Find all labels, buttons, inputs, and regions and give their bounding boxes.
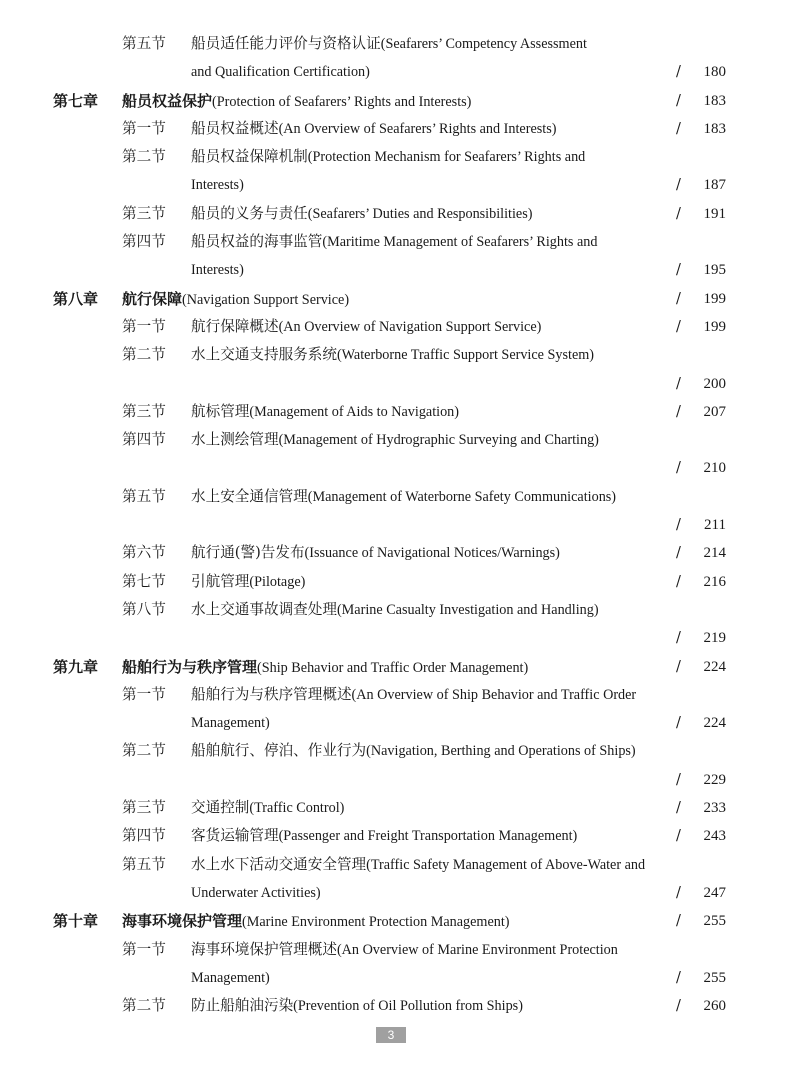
page-number: 210 [703,460,726,477]
toc-section-row[interactable] [0,851,790,879]
page-separator: / [676,714,681,732]
title-chinese: 海事环境保护管理概述 [191,940,337,958]
title-english: and Qualification Certification) [191,64,370,81]
title-chinese: 客货运输管理 [191,827,279,845]
page-number: 219 [703,630,726,647]
title-chinese: 水上安全通信管理 [191,487,308,505]
toc-entry-title [191,171,244,199]
title-chinese: 船舶行为与秩序管理概述 [191,685,352,703]
title-chinese: 船员权益保障机制 [191,148,308,166]
title-english: Interests) [191,262,244,279]
page-number: 195 [703,262,726,279]
section-number: 第一节 [122,685,166,703]
page-separator: / [676,799,681,817]
toc-entry-title [191,794,344,822]
toc-entry-title [191,822,577,850]
toc-chapter-row[interactable] [0,653,790,681]
toc-continuation-row[interactable] [0,879,790,907]
toc-entry-title [191,568,305,596]
toc-continuation-row[interactable] [0,964,790,992]
title-english: (Marine Casualty Investigation and Handling) [336,601,599,618]
toc-entry-title [191,936,618,964]
section-number: 第二节 [122,148,166,166]
toc-entry-title [191,681,636,709]
toc-entry-title [191,737,636,765]
section-number: 第七节 [122,572,166,590]
title-english: (An Overview of Navigation Support Service) [278,318,542,335]
title-english: Interests) [191,177,244,194]
page-number: 183 [703,120,726,137]
toc-entry-title [191,228,597,256]
page-separator: / [676,516,681,534]
toc-continuation-row[interactable] [0,766,790,794]
toc-entry-title [122,653,528,682]
page-separator: / [676,912,681,930]
toc-section-row[interactable] [0,398,790,426]
section-number: 第三节 [122,204,166,222]
section-number: 第四节 [122,827,166,845]
title-english: (Waterborne Traffic Support Service System) [336,347,595,364]
toc-entry-title [191,964,270,992]
toc-chapter-row[interactable] [0,285,790,313]
toc-continuation-row[interactable] [0,58,790,86]
title-english: (Passenger and Freight Transportation Management) [278,828,578,845]
page-number: 233 [703,800,726,817]
title-chinese: 船舶航行、停泊、作业行为 [191,742,367,760]
page-number: 260 [703,998,726,1015]
title-english: (Marine Environment Protection Management) [242,914,510,931]
page-separator: / [676,459,681,477]
page-separator: / [676,544,681,562]
page-number: 255 [703,969,726,986]
page-separator: / [676,63,681,81]
page-separator: / [676,997,681,1015]
title-chinese: 防止船舶油污染 [191,997,294,1015]
title-chinese: 水上交通支持服务系统 [191,346,337,364]
toc-section-row[interactable] [0,737,790,765]
toc-section-row[interactable] [0,483,790,511]
page-number: 224 [703,658,726,675]
title-english: (Seafarers’ Duties and Responsibilities) [307,205,533,222]
toc-entry-title [191,709,270,737]
title-chinese: 航行保障概述 [191,317,279,335]
toc-entry-title [191,879,321,907]
page-separator: / [676,91,681,109]
page-separator: / [676,204,681,222]
page-number: 191 [703,205,726,222]
page-number: 243 [703,828,726,845]
title-english: (An Overview of Marine Environment Protection [336,941,618,958]
toc-section-row[interactable] [0,539,790,567]
section-number: 第二节 [122,742,166,760]
toc-entry-title [191,313,541,341]
page-number: 200 [703,375,726,392]
page-separator: / [676,968,681,986]
toc-entry-title [191,30,587,58]
section-number: 第八节 [122,600,166,618]
toc-continuation-row[interactable] [0,624,790,652]
page-separator: / [676,629,681,647]
toc-chapter-row[interactable] [0,87,790,115]
page-separator: / [676,770,681,788]
title-chinese: 水上测绘管理 [191,431,279,449]
toc-section-row[interactable] [0,936,790,964]
toc-entry-title [122,907,510,936]
toc-entry-title [191,256,244,284]
section-number: 第二节 [122,346,166,364]
title-chinese: 航行通(警)告发布 [191,544,305,562]
toc-section-row[interactable] [0,568,790,596]
title-chinese: 水上水下活动交通安全管理 [191,855,367,873]
page-separator: / [676,261,681,279]
page-number: 199 [703,318,726,335]
title-english: Underwater Activities) [191,884,321,901]
section-number: 第五节 [122,855,166,873]
toc-entry-title [122,285,349,314]
toc-entry-title [191,398,459,426]
toc-entry-title [191,143,585,171]
section-number: 第五节 [122,35,166,52]
toc-section-row[interactable] [0,30,790,58]
title-english: (Traffic Control) [249,800,345,817]
page-number: 214 [703,545,726,562]
page-separator: / [676,374,681,392]
table-of-contents [0,30,790,1020]
toc-continuation-row[interactable] [0,256,790,284]
chapter-number: 第七章 [53,91,99,110]
title-english: (Ship Behavior and Traffic Order Management) [257,659,529,676]
page-separator: / [676,176,681,194]
toc-section-row[interactable] [0,794,790,822]
toc-entry-title [191,992,523,1020]
title-english: (Seafarers’ Competency Assessment [380,36,587,52]
page-number: 207 [703,403,726,420]
toc-chapter-row[interactable] [0,907,790,935]
toc-entry-title [191,426,599,454]
toc-continuation-row[interactable] [0,511,790,539]
page-number: 229 [703,771,726,788]
page-separator: / [676,883,681,901]
page-separator: / [676,317,681,335]
page-separator: / [676,572,681,590]
toc-section-row[interactable] [0,143,790,171]
title-english: (Navigation, Berthing and Operations of Ships) [366,743,636,760]
title-english: (Management of Hydrographic Surveying and Charting) [278,432,599,449]
page-separator: / [676,402,681,420]
title-chinese: 航行保障 [122,289,183,308]
page-number: 187 [703,177,726,194]
chapter-number: 第十章 [53,912,99,931]
toc-continuation-row[interactable] [0,454,790,482]
section-number: 第六节 [122,544,166,562]
title-english: (An Overview of Ship Behavior and Traffic Order [351,686,637,703]
title-english: (Maritime Management of Seafarers’ Rights and [322,234,598,251]
toc-entry-title [191,851,645,879]
title-chinese: 交通控制 [191,799,250,817]
title-chinese: 船员权益的海事监管 [191,233,323,251]
toc-section-row[interactable] [0,426,790,454]
page-number: 180 [703,64,726,81]
toc-section-row[interactable] [0,681,790,709]
toc-entry-title [191,200,532,228]
title-chinese: 船员权益保护 [122,91,213,110]
section-number: 第一节 [122,940,166,958]
chapter-number: 第九章 [53,657,99,676]
page-number: 224 [703,715,726,732]
page-number: 183 [703,92,726,109]
title-english: (Traffic Safety Management of Above-Water and [366,856,646,873]
section-number: 第四节 [122,431,166,449]
toc-section-row[interactable] [0,822,790,850]
toc-entry-title [191,341,594,369]
page-number: 216 [703,573,726,590]
title-chinese: 船员的义务与责任 [191,204,308,222]
toc-section-row[interactable] [0,341,790,369]
title-chinese: 引航管理 [191,572,250,590]
title-chinese: 水上交通事故调查处理 [191,600,337,618]
toc-continuation-row[interactable] [0,709,790,737]
toc-entry-title [191,483,616,511]
toc-continuation-row[interactable] [0,171,790,199]
title-english: (Prevention of Oil Pollution from Ships) [293,998,523,1015]
toc-entry-title [191,115,556,143]
title-english: (Management of Waterborne Safety Communications) [307,488,617,505]
title-english: Management) [191,715,270,732]
section-number: 第一节 [122,317,166,335]
toc-entry-title [191,539,560,567]
title-english: (Issuance of Navigational Notices/Warnings) [304,545,560,562]
section-number: 第四节 [122,233,166,251]
page-number: 255 [703,913,726,930]
section-number: 第五节 [122,487,166,505]
title-chinese: 船舶行为与秩序管理 [122,657,258,676]
section-number: 第三节 [122,799,166,817]
title-english: Management) [191,969,270,986]
chapter-number: 第八章 [53,289,99,308]
page-number-badge: 3 [376,1027,406,1043]
toc-section-row[interactable] [0,115,790,143]
toc-section-row[interactable] [0,313,790,341]
toc-section-row[interactable] [0,596,790,624]
toc-section-row[interactable] [0,200,790,228]
title-chinese: 海事环境保护管理 [122,912,243,931]
title-chinese: 航标管理 [191,402,250,420]
page-separator: / [676,827,681,845]
title-english: (Pilotage) [249,573,306,590]
page-separator: / [676,657,681,675]
toc-section-row[interactable] [0,992,790,1020]
toc-entry-title [122,87,471,116]
page-number: 199 [703,290,726,307]
title-english: (Management of Aids to Navigation) [249,403,460,420]
title-english: (Protection of Seafarers’ Rights and Interests) [212,93,472,110]
title-english: (Navigation Support Service) [182,291,350,308]
toc-entry-title [191,58,370,86]
page-number: 211 [704,517,726,534]
title-chinese: 船员权益概述 [191,119,279,137]
title-english: (Protection Mechanism for Seafarers’ Rights and [307,149,586,166]
page-separator: / [676,119,681,137]
page-number: 247 [703,884,726,901]
toc-continuation-row[interactable] [0,370,790,398]
toc-section-row[interactable] [0,228,790,256]
toc-entry-title [191,596,599,624]
section-number: 第三节 [122,402,166,420]
section-number: 第一节 [122,119,166,137]
page-separator: / [676,289,681,307]
title-english: (An Overview of Seafarers’ Rights and Interests) [278,120,557,137]
section-number: 第二节 [122,997,166,1015]
title-chinese: 船员适任能力评价与资格认证 [191,35,381,52]
